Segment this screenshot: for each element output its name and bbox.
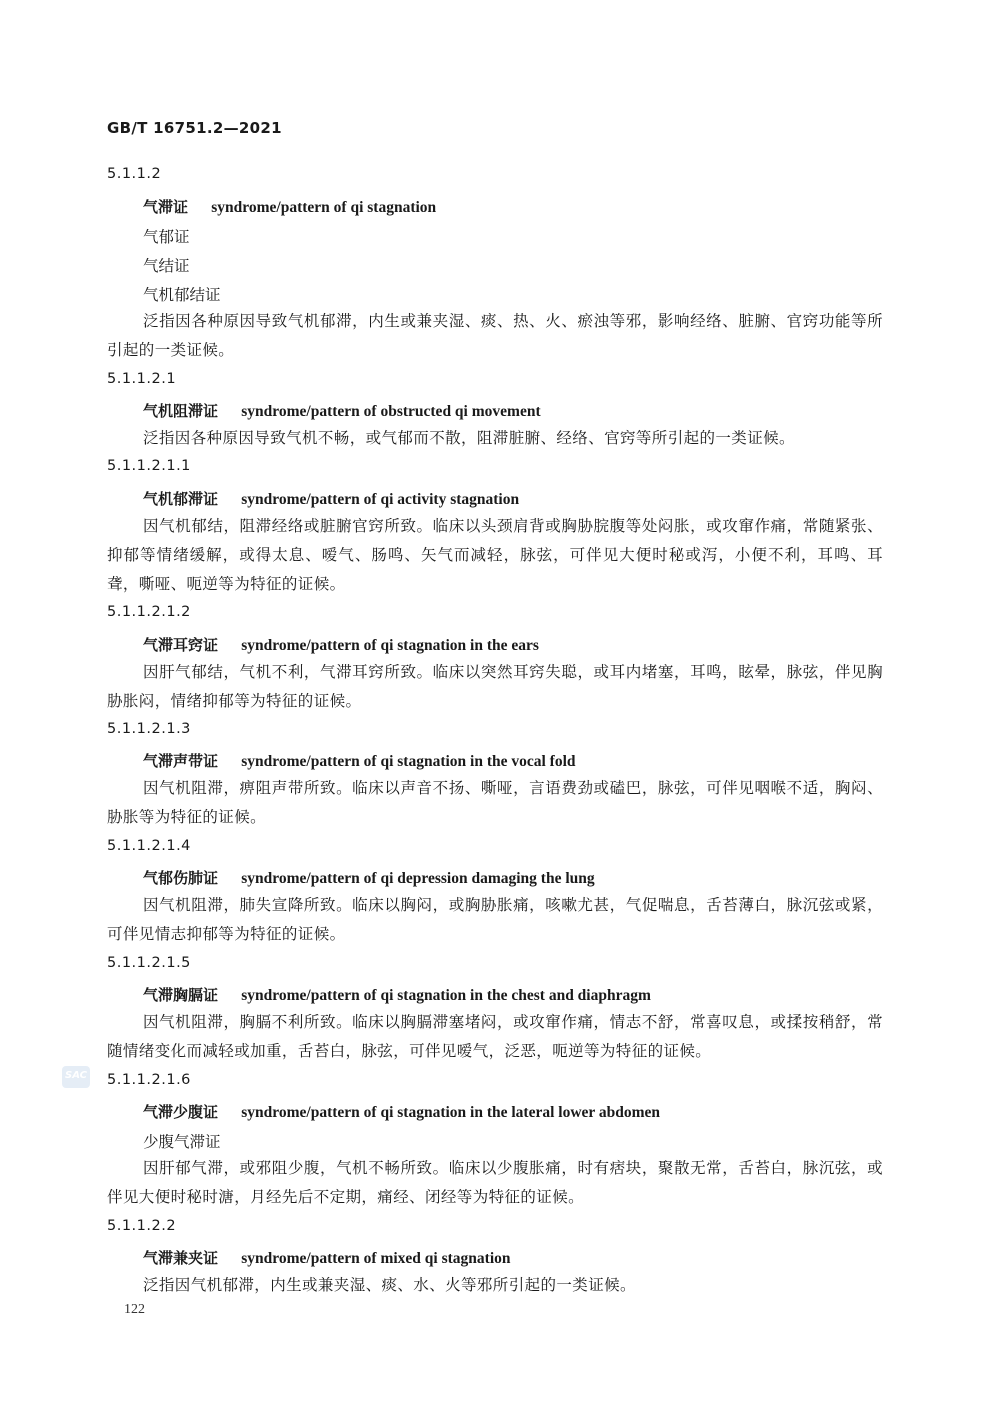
term-chinese: 气郁伤肺证 [143, 869, 219, 887]
page-number: 122 [124, 1302, 145, 1317]
term-chinese: 气滞胸膈证 [143, 986, 219, 1004]
clause-number: 5.1.1.2.1.5 [107, 955, 191, 971]
definition: 泛指因气机郁滞，内生或兼夹湿、痰、水、火等邪所引起的一类证候。 [143, 1276, 636, 1294]
term-english: syndrome/pattern of obstructed qi movement [241, 403, 541, 420]
term-english: syndrome/pattern of qi stagnation in the ears [241, 637, 539, 654]
term-heading [143, 984, 651, 1005]
term-english: syndrome/pattern of mixed qi stagnation [241, 1250, 511, 1267]
synonym: 少腹气滞证 [143, 1133, 221, 1151]
term-chinese: 气滞声带证 [143, 752, 219, 770]
definition: 因气机郁结，阻滞经络或脏腑官窍所致。临床以头颈肩背或胸胁脘腹等处闷胀，或攻窜作痛，常随紧张、抑郁等情绪缓解，或得太息、嗳气、肠鸣、矢气而减轻，脉弦，可伴见大便时秘或泻，小便不利，耳鸣、耳聋，嘶哑、呃逆等为特征的证候。 [107, 517, 883, 593]
term-english: syndrome/pattern of qi stagnation [211, 199, 437, 216]
watermark-text: SAC [65, 1070, 87, 1081]
term-heading [143, 867, 595, 888]
term-english: syndrome/pattern of qi depression damaging the lung [241, 870, 595, 887]
clause-number: 5.1.1.2 [107, 166, 162, 182]
definition: 泛指因各种原因导致气机不畅，或气郁而不散，阻滞脏腑、经络、官窍等所引起的一类证候。 [143, 429, 795, 447]
definition: 泛指因各种原因导致气机郁滞，内生或兼夹湿、痰、热、火、瘀浊等邪，影响经络、脏腑、官窍功能等所引起的一类证候。 [107, 312, 883, 359]
definition: 因气机阻滞，胸膈不利所致。临床以胸膈滞塞堵闷，或攻窜作痛，情志不舒，常喜叹息，或揉按稍舒，常随情绪变化而减轻或加重，舌苔白，脉弦，可伴见嗳气，泛恶，呃逆等为特征的证候。 [107, 1013, 883, 1060]
term-chinese: 气机郁滞证 [143, 490, 219, 508]
term-heading [143, 400, 541, 421]
synonym: 气机郁结证 [143, 286, 221, 304]
term-chinese: 气滞耳窍证 [143, 636, 219, 654]
term-chinese: 气滞少腹证 [143, 1103, 219, 1121]
clause-number: 5.1.1.2.1 [107, 371, 177, 387]
sac-watermark [62, 1066, 90, 1088]
definition: 因肝气郁结，气机不利，气滞耳窍所致。临床以突然耳窍失聪，或耳内堵塞，耳鸣，眩晕，脉弦，伴见胸胁胀闷，情绪抑郁等为特征的证候。 [107, 663, 883, 710]
clause-number: 5.1.1.2.1.2 [107, 604, 191, 620]
term-heading [143, 196, 436, 217]
term-chinese: 气滞兼夹证 [143, 1249, 219, 1267]
clause-number: 5.1.1.2.1.4 [107, 838, 191, 854]
definition: 因肝郁气滞，或邪阻少腹，气机不畅所致。临床以少腹胀痛，时有痞块，聚散无常，舌苔白，脉沉弦，或伴见大便时秘时溏，月经先后不定期，痛经、闭经等为特征的证候。 [107, 1159, 883, 1206]
term-chinese: 气机阻滞证 [143, 402, 219, 420]
term-english: syndrome/pattern of qi stagnation in the lateral lower abdomen [241, 1104, 661, 1121]
term-heading [143, 1101, 660, 1122]
term-heading [143, 488, 519, 509]
term-heading [143, 750, 576, 771]
clause-number: 5.1.1.2.2 [107, 1218, 177, 1234]
term-heading [143, 1247, 511, 1268]
clause-number: 5.1.1.2.1.1 [107, 458, 191, 474]
synonym: 气结证 [143, 257, 190, 275]
term-english: syndrome/pattern of qi stagnation in the vocal fold [241, 753, 576, 770]
clause-number: 5.1.1.2.1.6 [107, 1072, 191, 1088]
term-chinese: 气滞证 [143, 198, 189, 216]
term-english: syndrome/pattern of qi stagnation in the chest and diaphragm [241, 987, 651, 1004]
clause-number: 5.1.1.2.1.3 [107, 721, 191, 737]
standard-code: GB/T 16751.2—2021 [107, 119, 282, 137]
definition: 因气机阻滞，肺失宣降所致。临床以胸闷，或胸胁胀痛，咳嗽尤甚，气促喘息，舌苔薄白，脉沉弦或紧，可伴见情志抑郁等为特征的证候。 [107, 896, 883, 943]
term-english: syndrome/pattern of qi activity stagnation [241, 491, 520, 508]
synonym: 气郁证 [143, 228, 190, 246]
term-heading [143, 634, 539, 655]
definition: 因气机阻滞，痹阻声带所致。临床以声音不扬、嘶哑，言语费劲或磕巴，脉弦，可伴见咽喉不适，胸闷、胁胀等为特征的证候。 [107, 779, 883, 826]
